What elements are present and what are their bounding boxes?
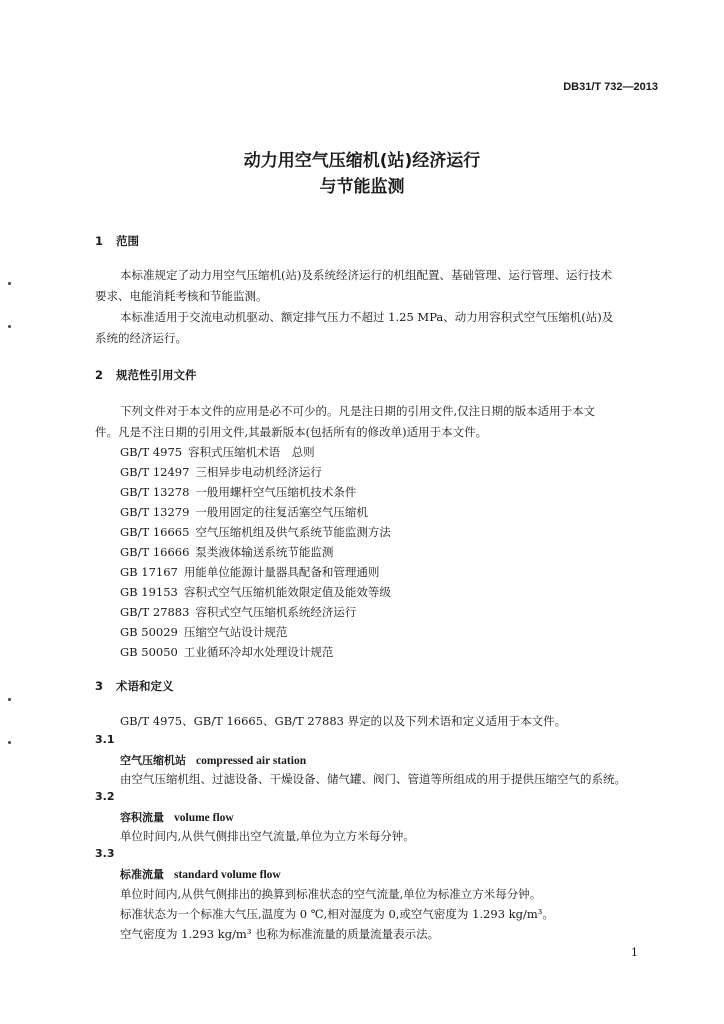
term-en: volume flow bbox=[174, 812, 234, 824]
scan-mark bbox=[8, 741, 11, 744]
term-en: standard volume flow bbox=[174, 869, 281, 881]
reference-item bbox=[120, 564, 379, 580]
clause-number-3-1: 3.1 bbox=[95, 733, 115, 746]
term-3-1 bbox=[120, 752, 306, 768]
section-number: 1 bbox=[95, 234, 104, 248]
clause-number-3-2: 3.2 bbox=[95, 790, 115, 803]
reference-title: 空气压缩机组及供气系统节能监测方法 bbox=[195, 525, 391, 539]
reference-title: 压缩空气站设计规范 bbox=[183, 625, 288, 639]
reference-code: GB/T 13278 bbox=[120, 485, 190, 499]
reference-title: 容积式压缩机术语 总则 bbox=[188, 445, 315, 459]
document-title-line-1: 动力用空气压缩机(站)经济运行 bbox=[243, 151, 481, 171]
reference-code: GB/T 27883 bbox=[120, 605, 190, 619]
reference-item bbox=[120, 644, 333, 660]
section-3-heading bbox=[95, 678, 174, 694]
section-title: 规范性引用文件 bbox=[116, 368, 197, 382]
reference-code: GB 50050 bbox=[120, 645, 178, 659]
page-number: 1 bbox=[631, 946, 638, 959]
reference-title: 工业循环冷却水处理设计规范 bbox=[183, 645, 334, 659]
section-title: 范围 bbox=[116, 234, 139, 248]
term-3-3-definition-line-1: 单位时间内,从供气侧排出的换算到标准状态的空气流量,单位为标准立方米每分钟。 bbox=[120, 887, 542, 901]
term-3-3 bbox=[120, 866, 281, 882]
term-zh: 标准流量 bbox=[120, 868, 164, 881]
normative-intro-line-2: 件。凡是不注日期的引用文件,其最新版本(包括所有的修改单)适用于本文件。 bbox=[95, 425, 488, 439]
reference-item bbox=[120, 444, 315, 460]
term-3-3-definition-line-2: 标准状态为一个标准大气压,温度为 0 ℃,相对湿度为 0,或空气密度为 1.293 kg/m³。 bbox=[120, 907, 554, 921]
scope-paragraph-2-line-1: 本标准适用于交流电动机驱动、额定排气压力不超过 1.25 MPa、动力用容积式空气压缩机(站)及 bbox=[120, 310, 614, 324]
section-number: 3 bbox=[95, 679, 104, 693]
scan-mark bbox=[8, 282, 11, 285]
reference-code: GB/T 4975 bbox=[120, 445, 183, 459]
term-3-1-definition: 由空气压缩机组、过滤设备、干燥设备、储气罐、阀门、管道等所组成的用于提供压缩空气的系统。 bbox=[120, 772, 626, 786]
standard-code: DB31/T 732—2013 bbox=[563, 81, 658, 93]
reference-title: 泵类液体输送系统节能监测 bbox=[195, 545, 334, 559]
term-3-2 bbox=[120, 809, 234, 825]
reference-title: 三相异步电动机经济运行 bbox=[195, 465, 322, 479]
reference-code: GB/T 16665 bbox=[120, 525, 190, 539]
section-2-heading bbox=[95, 367, 197, 383]
reference-item bbox=[120, 544, 333, 560]
reference-item bbox=[120, 524, 391, 540]
clause-number-3-3: 3.3 bbox=[95, 847, 115, 860]
reference-item bbox=[120, 504, 368, 520]
reference-item bbox=[120, 464, 322, 480]
normative-intro-line-1: 下列文件对于本文件的应用是必不可少的。凡是注日期的引用文件,仅注日期的版本适用于本文 bbox=[120, 404, 596, 418]
scan-mark bbox=[8, 698, 11, 701]
reference-code: GB/T 13279 bbox=[120, 505, 190, 519]
term-3-3-definition-line-3: 空气密度为 1.293 kg/m³ 也称为标准流量的质量流量表示法。 bbox=[120, 927, 440, 941]
reference-title: 一般用螺杆空气压缩机技术条件 bbox=[195, 485, 357, 499]
reference-code: GB 50029 bbox=[120, 625, 178, 639]
reference-item bbox=[120, 624, 287, 640]
reference-title: 用能单位能源计量器具配备和管理通则 bbox=[183, 565, 380, 579]
reference-code: GB 19153 bbox=[120, 585, 178, 599]
scope-paragraph-1-line-1: 本标准规定了动力用空气压缩机(站)及系统经济运行的机组配置、基础管理、运行管理、运行技术 bbox=[120, 268, 612, 282]
section-1-heading bbox=[95, 233, 139, 249]
scan-mark bbox=[8, 325, 11, 328]
terms-intro: GB/T 4975、GB/T 16665、GB/T 27883 界定的以及下列术语和定义适用于本文件。 bbox=[120, 714, 567, 728]
reference-item bbox=[120, 584, 391, 600]
reference-item bbox=[120, 604, 356, 620]
term-3-2-definition: 单位时间内,从供气侧排出空气流量,单位为立方米每分钟。 bbox=[120, 829, 415, 843]
scope-paragraph-1-line-2: 要求、电能消耗考核和节能监测。 bbox=[95, 289, 268, 303]
scope-paragraph-2-line-2: 系统的经济运行。 bbox=[95, 331, 187, 345]
reference-code: GB 17167 bbox=[120, 565, 178, 579]
reference-item bbox=[120, 484, 356, 500]
section-title: 术语和定义 bbox=[116, 679, 174, 693]
term-zh: 容积流量 bbox=[120, 811, 164, 824]
section-number: 2 bbox=[95, 368, 104, 382]
reference-title: 一般用固定的往复活塞空气压缩机 bbox=[195, 505, 368, 519]
reference-code: GB/T 16666 bbox=[120, 545, 190, 559]
reference-title: 容积式空气压缩机系统经济运行 bbox=[195, 605, 357, 619]
term-en: compressed air station bbox=[196, 755, 307, 767]
reference-title: 容积式空气压缩机能效限定值及能效等级 bbox=[183, 585, 391, 599]
term-zh: 空气压缩机站 bbox=[120, 754, 186, 767]
document-title-line-2: 与节能监测 bbox=[319, 177, 405, 197]
reference-code: GB/T 12497 bbox=[120, 465, 190, 479]
